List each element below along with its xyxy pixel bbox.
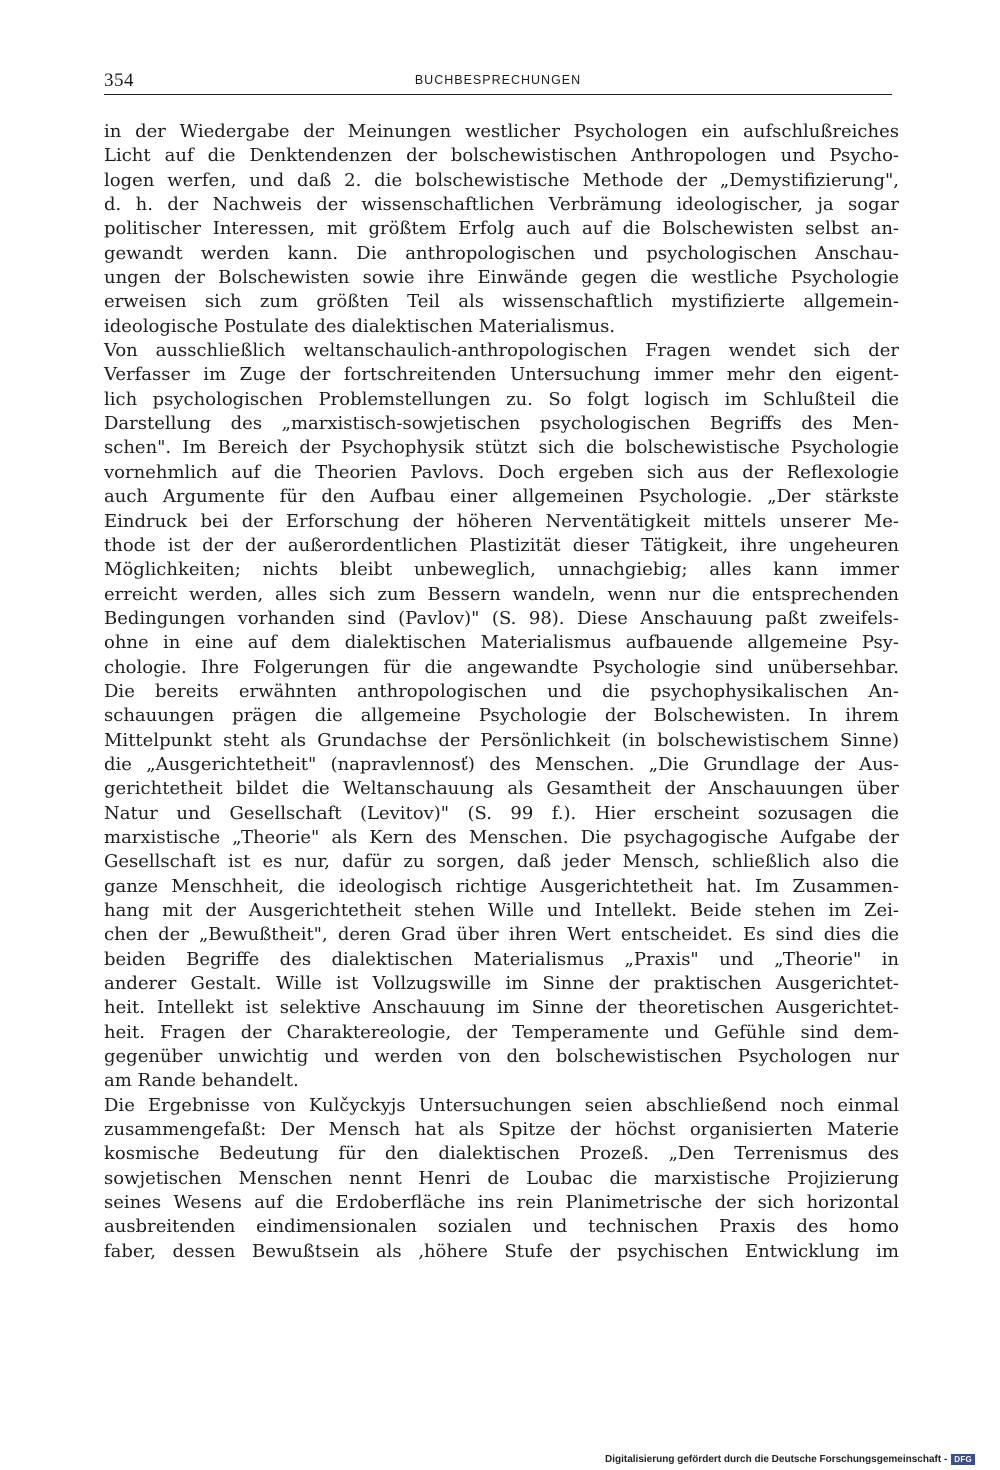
text-line: ganze Menschheit, die ideologisch richtige Ausgerichtetheit hat. Im Zusammen-	[104, 875, 899, 897]
text-line: die „Ausgerichtetheit" (napravlennosť) des Menschen. „Die Grundlage der Aus-	[104, 753, 899, 775]
text-line: Licht auf die Denktendenzen der bolschewistischen Anthropologen und Psycho-	[104, 145, 899, 167]
text-line: thode ist der der außerordentlichen Plastizität dieser Tätigkeit, ihre ungeheuren	[104, 534, 899, 556]
text-line: sowjetischen Menschen nennt Henri de Loubac die marxistische Projizierung	[104, 1167, 899, 1189]
paragraph	[104, 339, 899, 1094]
text-line: Verfasser im Zuge der fortschreitenden Untersuchung immer mehr den eigent-	[104, 364, 899, 386]
text-line: vornehmlich auf die Theorien Pavlovs. Doch ergeben sich aus der Reflexologie	[104, 461, 899, 483]
paragraph	[104, 1094, 899, 1264]
text-line: marxistische „Theorie" als Kern des Menschen. Die psychagogische Aufgabe der	[104, 826, 899, 848]
text-line: ohne in eine auf dem dialektischen Materialismus aufbauende allgemeine Psy-	[104, 632, 899, 654]
text-line: d. h. der Nachweis der wissenschaftlichen Verbrämung ideologischer, ja sogar	[104, 194, 899, 216]
text-line: erreicht werden, alles sich zum Bessern wandeln, wenn nur die entsprechenden	[104, 583, 899, 605]
text-line: seines Wesens auf die Erdoberfläche ins rein Planimetrische der sich horizontal	[104, 1192, 899, 1214]
text-line: logen werfen, und daß 2. die bolschewistische Methode der „Demystifizierung",	[104, 169, 899, 191]
text-line: Mittelpunkt steht als Grundachse der Persönlichkeit (in bolschewistischem Sinne)	[104, 729, 899, 751]
text-line: anderer Gestalt. Wille ist Vollzugswille im Sinne der praktischen Ausgerichtet-	[104, 973, 899, 995]
text-line: Eindruck bei der Erforschung der höheren Nerventätigkeit mittels unserer Me-	[104, 510, 899, 532]
running-head: BUCHBESPRECHUNGEN	[414, 73, 582, 87]
text-line: erweisen sich zum größten Teil als wissenschaftlich mystifizierte allgemein-	[104, 291, 899, 313]
text-line: gewandt werden kann. Die anthropologischen und psychologischen Anschau-	[104, 242, 899, 264]
text-line: beiden Begriffe des dialektischen Materialismus „Praxis" und „Theorie" in	[104, 948, 899, 970]
page-number: 354	[104, 70, 134, 91]
text-line: heit. Fragen der Charaktereologie, der Temperamente und Gefühle sind dem-	[104, 1021, 899, 1043]
text-line: hang mit der Ausgerichtetheit stehen Wille und Intellekt. Beide stehen im Zei-	[104, 900, 899, 921]
text-line: Die Ergebnisse von Kulčyckyjs Untersuchungen seien abschließend noch einmal	[104, 1094, 899, 1116]
text-line: Natur und Gesellschaft (Levitov)" (S. 99 f.). Hier erscheint sozusagen die	[104, 802, 899, 824]
text-line: lich psychologischen Problemstellungen zu. So folgt logisch im Schlußteil die	[104, 388, 899, 410]
paragraph	[104, 120, 899, 339]
text-line: gerichtetheit bildet die Weltanschauung als Gesamtheit der Anschauungen über	[104, 778, 899, 800]
text-line: gegenüber unwichtig und werden von den bolschewistischen Psychologen nur	[104, 1046, 899, 1068]
credit-text: Digitalisierung gefördert durch die Deutsche Forschungsgemeinschaft -	[605, 1453, 948, 1465]
text-line: ideologische Postulate des dialektischen Materialismus.	[104, 315, 616, 337]
text-line: ungen der Bolschewisten sowie ihre Einwände gegen die westliche Psychologie	[104, 267, 899, 289]
text-line: Die bereits erwähnten anthropologischen und die psychophysikalischen An-	[104, 680, 899, 702]
text-line: Gesellschaft ist es nur, dafür zu sorgen, daß jeder Mensch, schließlich also die	[104, 851, 899, 873]
text-line: schen". Im Bereich der Psychophysik stützt sich die bolschewistische Psychologie	[104, 437, 899, 459]
page-header	[104, 68, 892, 95]
text-line: ausbreitenden eindimensionalen sozialen und technischen Praxis des homo	[104, 1216, 899, 1238]
text-line: faber, dessen Bewußtsein als ‚höhere Stufe der psychischen Entwicklung im	[104, 1240, 899, 1262]
text-line: chen der „Bewußtheit", deren Grad über ihren Wert entscheidet. Es sind dies die	[104, 924, 899, 946]
text-line: Darstellung des „marxistisch-sowjetischen psychologischen Begriffs des Men-	[104, 413, 899, 435]
body-text	[104, 120, 899, 1264]
text-line: auch Argumente für den Aufbau einer allgemeinen Psychologie. „Der stärkste	[104, 486, 899, 508]
text-line: chologie. Ihre Folgerungen für die angewandte Psychologie sind unübersehbar.	[104, 656, 899, 678]
text-line: Bedingungen vorhanden sind (Pavlov)" (S. 98). Diese Anschauung paßt zweifels-	[104, 607, 899, 629]
dfg-logo: DFG	[951, 1454, 975, 1465]
text-line: kosmische Bedeutung für den dialektischen Prozeß. „Den Terrenismus des	[104, 1143, 899, 1165]
text-line: schauungen prägen die allgemeine Psychologie der Bolschewisten. In ihrem	[104, 705, 899, 727]
text-line: politischer Interessen, mit größtem Erfolg auch auf die Bolschewisten selbst an-	[104, 218, 899, 240]
text-line: in der Wiedergabe der Meinungen westlicher Psychologen ein aufschlußreiches	[104, 121, 899, 142]
digitization-credit	[605, 1452, 975, 1466]
text-line: am Rande behandelt.	[104, 1070, 299, 1092]
text-line: Von ausschließlich weltanschaulich-anthropologischen Fragen wendet sich der	[104, 340, 899, 362]
text-line: heit. Intellekt ist selektive Anschauung im Sinne der theoretischen Ausgerichtet-	[104, 997, 899, 1019]
text-line: zusammengefaßt: Der Mensch hat als Spitze der höchst organisierten Materie	[104, 1119, 899, 1141]
text-line: Möglichkeiten; nichts bleibt unbeweglich, unnachgiebig; alles kann immer	[104, 559, 899, 581]
